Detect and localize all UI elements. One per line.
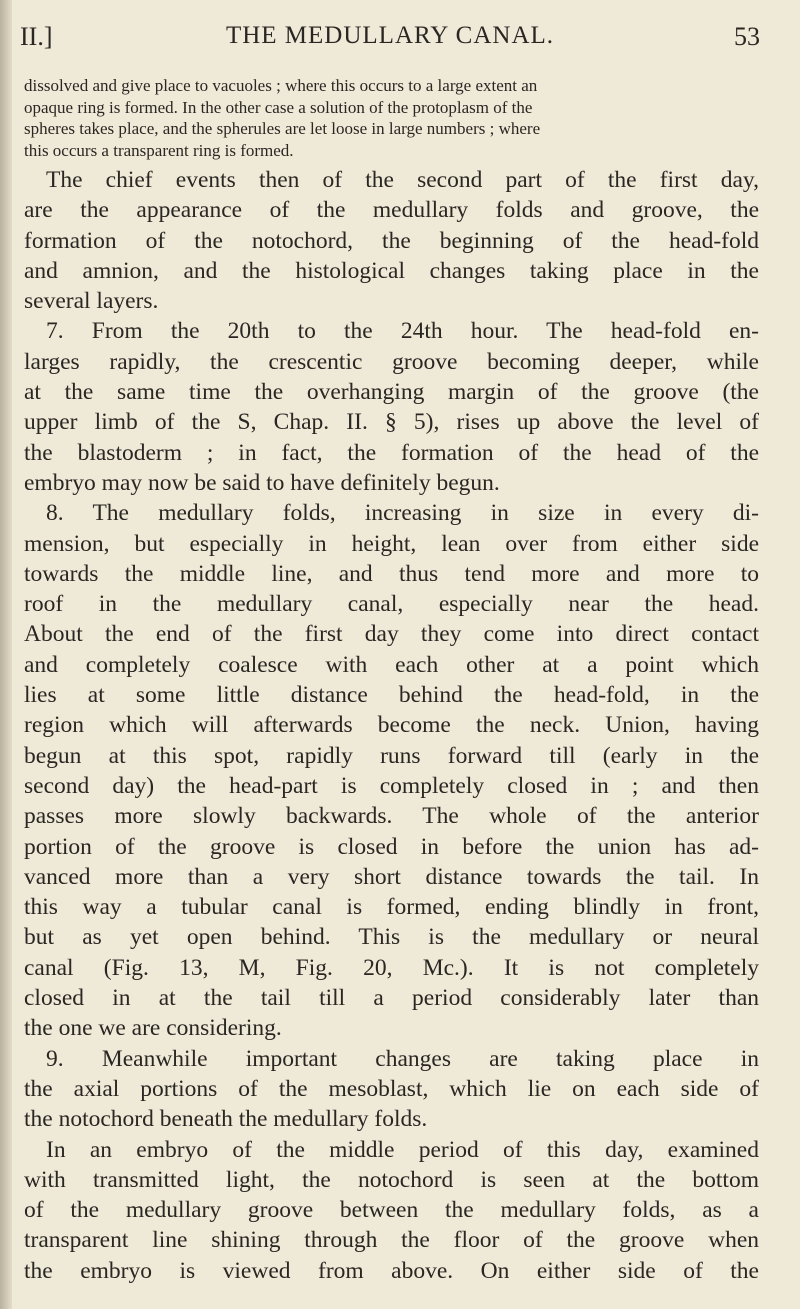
text-line: The chief events then of the second part of the first day, [46, 167, 759, 193]
text-line: are the appearance of the medullary folds and groove, the [24, 197, 759, 224]
text-line: at the same time the overhanging margin of the groove (the [24, 379, 759, 406]
text-line: dissolved and give place to vacuoles ; where this occurs to a large extent an [24, 76, 538, 95]
text-line: In an embryo of the middle period of this day, examined [46, 1136, 759, 1163]
text-line: of the medullary groove between the medullary folds, as a [24, 1197, 759, 1224]
body-text [24, 165, 759, 1286]
text-line: lies at some little distance behind the head-fold, in the [24, 682, 759, 709]
text-line: this way a tubular canal is formed, ending blindly in front, [24, 894, 759, 921]
text-line: formation of the notochord, the beginning of the head-fold [24, 227, 759, 254]
text-line: transparent line shining through the floor of the groove when [24, 1227, 759, 1254]
text-line: and amnion, and the histological changes taking place in the [24, 257, 759, 284]
text-line: second day) the head-part is completely closed in ; and then [24, 772, 759, 799]
text-line: spheres takes place, and the spherules are let loose in large numbers ; where [24, 119, 541, 138]
text-line: opaque ring is formed. In the other case a solution of the protoplasm of the [24, 97, 533, 117]
text-line: the embryo is viewed from above. On either side of the [24, 1257, 759, 1284]
text-line: the axial portions of the mesoblast, which lie on each side of [24, 1075, 759, 1102]
text-line: and completely coalesce with each other at a point which [24, 651, 759, 678]
running-title: THE MEDULLARY CANAL. [225, 22, 555, 49]
chapter-marker: II.] [20, 22, 53, 51]
text-line: but as yet open behind. This is the medullary or neural [24, 924, 759, 951]
text-line: embryo may now be said to have definitely begun. [24, 469, 500, 496]
text-line: portion of the groove is closed in before the union has ad- [24, 833, 759, 860]
section-7-heading-line: 7. From the 20th to the 24th hour. The head-fold en- [46, 318, 759, 345]
text-line: passes more slowly backwards. The whole of the anterior [24, 803, 759, 830]
text-line: the blastoderm ; in fact, the formation of the head of the [24, 439, 759, 466]
page-number: 53 [734, 22, 760, 51]
page-gutter-shadow [0, 0, 12, 1309]
text-line: mension, but especially in height, lean over from either side [24, 530, 759, 557]
text-line: larges rapidly, the crescentic groove becoming deeper, while [24, 348, 759, 375]
text-line: this occurs a transparent ring is formed. [24, 140, 294, 160]
section-9-heading-line: 9. Meanwhile important changes are taking place in [46, 1045, 759, 1072]
small-print-paragraph [24, 75, 759, 161]
text-line: begun at this spot, rapidly runs forward till (early in the [24, 742, 759, 769]
text-line: canal (Fig. 13, M, Fig. 20, Mc.). It is not completely [24, 954, 759, 981]
text-line: region which will afterwards become the neck. Union, having [24, 712, 759, 739]
text-line: the one we are considering. [24, 1015, 282, 1042]
running-header [20, 20, 760, 60]
text-line: closed in at the tail till a period considerably later than [24, 985, 759, 1012]
section-8-heading-line: 8. The medullary folds, increasing in size in every di- [46, 500, 759, 527]
text-line: the notochord beneath the medullary folds. [24, 1106, 428, 1133]
text-line: roof in the medullary canal, especially near the head. [24, 591, 759, 618]
text-line: with transmitted light, the notochord is seen at the bottom [24, 1166, 759, 1193]
text-line: upper limb of the S, Chap. II. § 5), rises up above the level of [24, 409, 759, 436]
text-line: towards the middle line, and thus tend more and more to [24, 560, 759, 587]
text-line: vanced more than a very short distance towards the tail. In [24, 863, 759, 890]
text-line: several layers. [24, 288, 159, 315]
text-line: About the end of the first day they come into direct contact [24, 621, 759, 648]
